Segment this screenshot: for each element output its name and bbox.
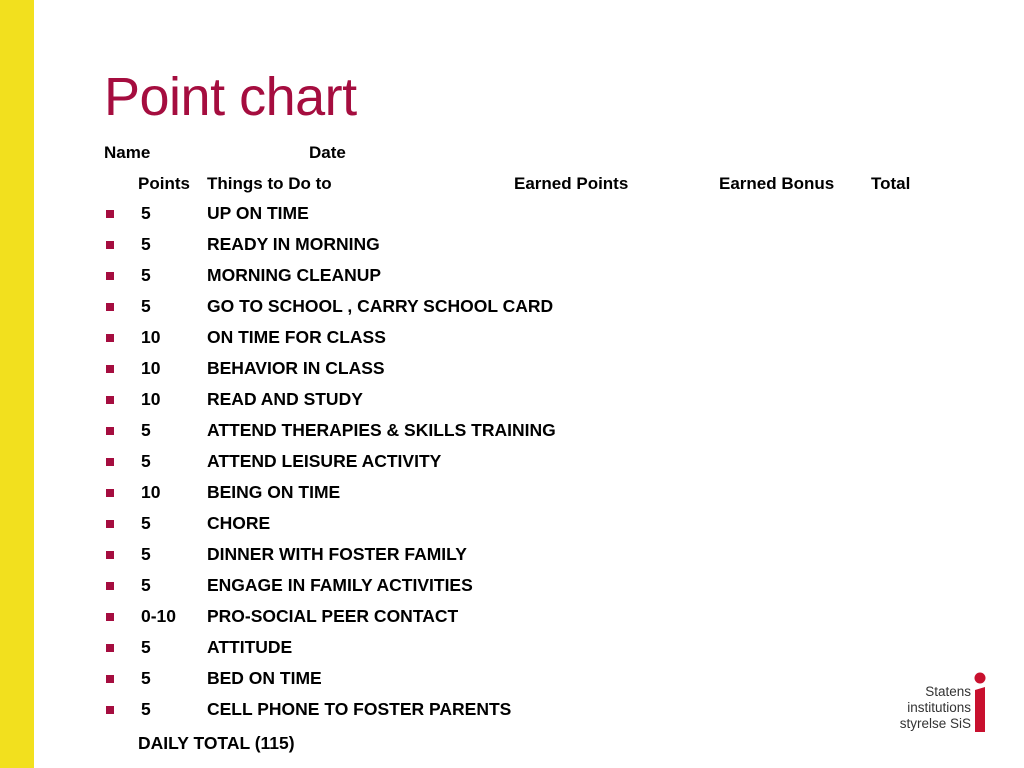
list-item <box>0 358 900 382</box>
list-item <box>0 296 900 320</box>
bullet-icon <box>106 272 114 280</box>
bullet-icon <box>106 675 114 683</box>
bullet-icon <box>106 582 114 590</box>
item-points: 5 <box>141 544 151 564</box>
item-points: 5 <box>141 420 151 440</box>
header-earned-bonus: Earned Bonus <box>719 174 835 193</box>
bullet-icon <box>106 396 114 404</box>
bullet-icon <box>106 303 114 311</box>
logo-line-3: styrelse SiS <box>899 716 971 731</box>
daily-total: DAILY TOTAL (115) <box>138 733 295 753</box>
item-points: 5 <box>141 203 151 223</box>
header-earned-points: Earned Points <box>514 174 629 193</box>
item-points: 5 <box>141 296 151 316</box>
bullet-icon <box>106 520 114 528</box>
list-item <box>0 544 900 568</box>
sis-logo <box>893 672 985 736</box>
bullet-icon <box>106 334 114 342</box>
list-item <box>0 327 900 351</box>
list-item <box>0 699 900 723</box>
item-points: 5 <box>141 637 151 657</box>
item-task: CHORE <box>207 513 271 533</box>
list-item <box>0 668 900 692</box>
item-task: READ AND STUDY <box>207 389 363 409</box>
list-item <box>0 482 900 506</box>
item-points: 5 <box>141 265 151 285</box>
list-item <box>0 265 900 289</box>
item-task: ENGAGE IN FAMILY ACTIVITIES <box>207 575 473 595</box>
item-task: DINNER WITH FOSTER FAMILY <box>207 544 467 564</box>
item-task: UP ON TIME <box>207 203 309 223</box>
list-item <box>0 606 900 630</box>
item-task: MORNING CLEANUP <box>207 265 382 285</box>
bullet-icon <box>106 241 114 249</box>
item-points: 10 <box>141 358 161 378</box>
item-points: 5 <box>141 575 151 595</box>
logo-text <box>893 684 971 732</box>
bullet-icon <box>106 644 114 652</box>
list-item <box>0 203 900 227</box>
item-points: 5 <box>141 668 151 688</box>
bullet-icon <box>106 365 114 373</box>
item-task: READY IN MORNING <box>207 234 380 254</box>
item-points: 10 <box>141 482 161 502</box>
item-task: CELL PHONE TO FOSTER PARENTS <box>207 699 512 719</box>
item-task: BEHAVIOR IN CLASS <box>207 358 385 378</box>
item-task: BEING ON TIME <box>207 482 341 502</box>
list-item <box>0 637 900 661</box>
item-task: BED ON TIME <box>207 668 322 688</box>
list-item <box>0 234 900 258</box>
item-task: PRO-SOCIAL PEER CONTACT <box>207 606 459 626</box>
item-points: 5 <box>141 699 151 719</box>
bullet-icon <box>106 458 114 466</box>
item-points: 5 <box>141 513 151 533</box>
item-task: GO TO SCHOOL , CARRY SCHOOL CARD <box>207 296 554 316</box>
item-task: ATTITUDE <box>207 637 293 657</box>
header-points: Points <box>138 174 190 193</box>
item-points: 5 <box>141 451 151 471</box>
bullet-icon <box>106 427 114 435</box>
page-title: Point chart <box>104 67 357 127</box>
name-label: Name <box>104 143 151 162</box>
list-item <box>0 575 900 599</box>
list-item <box>0 389 900 413</box>
bullet-icon <box>106 706 114 714</box>
item-points: 0-10 <box>141 606 177 626</box>
item-task: ATTEND LEISURE ACTIVITY <box>207 451 442 471</box>
header-total: Total <box>871 174 911 193</box>
date-label: Date <box>309 143 346 162</box>
header-things: Things to Do to <box>207 174 332 193</box>
item-points: 10 <box>141 389 161 409</box>
list-item <box>0 451 900 475</box>
sis-i-icon <box>973 672 987 734</box>
item-points: 10 <box>141 327 161 347</box>
logo-line-2: institutions <box>907 700 971 715</box>
bullet-icon <box>106 551 114 559</box>
item-task: ON TIME FOR CLASS <box>207 327 386 347</box>
list-item <box>0 513 900 537</box>
list-item <box>0 420 900 444</box>
bullet-icon <box>106 613 114 621</box>
bullet-icon <box>106 489 114 497</box>
item-task: ATTEND THERAPIES & SKILLS TRAINING <box>207 420 556 440</box>
bullet-icon <box>106 210 114 218</box>
logo-line-1: Statens <box>925 684 971 699</box>
item-points: 5 <box>141 234 151 254</box>
